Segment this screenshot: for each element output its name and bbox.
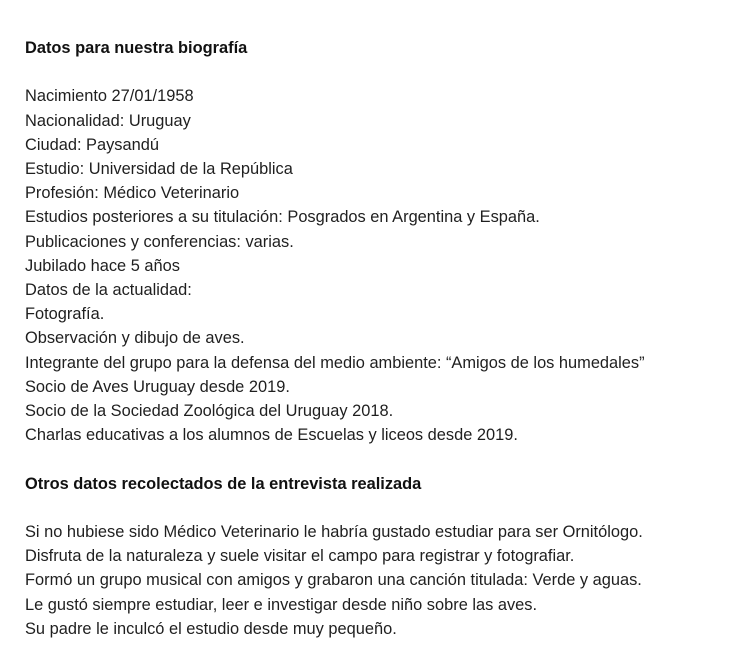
bio-line-city: Ciudad: Paysandú [25, 135, 159, 154]
interview-line-music-group: Formó un grupo musical con amigos y grabaron una canción titulada: Verde y aguas. [25, 571, 642, 590]
interview-line-father: Su padre le inculcó el estudio desde muy pequeño. [25, 619, 397, 638]
bio-line-zoological-society: Socio de la Sociedad Zoológica del Uruguay 2018. [25, 402, 394, 421]
interview-line-nature: Disfruta de la naturaleza y suele visitar el campo para registrar y fotografiar. [25, 547, 575, 566]
section-heading-biography: Datos para nuestra biografía [25, 39, 248, 57]
bio-line-birdwatching: Observación y dibujo de aves. [25, 329, 245, 348]
interview-line-study-birds: Le gustó siempre estudiar, leer e investigar desde niño sobre las aves. [25, 595, 538, 614]
bio-line-nationality: Nacionalidad: Uruguay [25, 111, 191, 130]
blank-line [25, 60, 745, 84]
interview-line-ornithologist: Si no hubiese sido Médico Veterinario le habría gustado estudiar para ser Ornitólogo. [25, 523, 643, 542]
bio-line-postgraduate: Estudios posteriores a su titulación: Posgrados en Argentina y España. [25, 208, 540, 227]
bio-line-current-data: Datos de la actualidad: [25, 281, 192, 300]
bio-line-environment-group: Integrante del grupo para la defensa del medio ambiente: “Amigos de los humedales” [25, 353, 645, 372]
bio-line-publications: Publicaciones y conferencias: varias. [25, 232, 294, 251]
bio-line-study: Estudio: Universidad de la República [25, 160, 293, 178]
bio-line-birth: Nacimiento 27/01/1958 [25, 87, 194, 106]
blank-line [25, 447, 745, 471]
bio-line-educational-talks: Charlas educativas a los alumnos de Escuelas y liceos desde 2019. [25, 426, 518, 445]
bio-line-profession: Profesión: Médico Veterinario [25, 184, 240, 203]
blank-line [25, 496, 745, 520]
section-heading-interview: Otros datos recolectados de la entrevista realizada [25, 474, 422, 493]
bio-line-photography: Fotografía. [25, 305, 105, 324]
bio-line-aves-uruguay: Socio de Aves Uruguay desde 2019. [25, 377, 290, 396]
bio-line-retired: Jubilado hace 5 años [25, 256, 180, 275]
document-body [25, 36, 745, 641]
